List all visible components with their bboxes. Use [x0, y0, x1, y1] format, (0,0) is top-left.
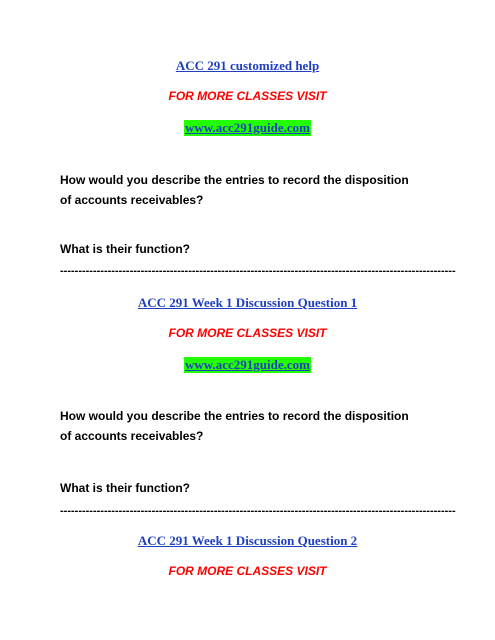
- website-link[interactable]: www.acc291guide.com: [185, 357, 310, 372]
- section-divider: ------------------------------------------------------------------------------------------------------------: [60, 505, 456, 517]
- question-text: How would you describe the entries to record the disposition of accounts receivables?: [60, 173, 409, 207]
- section-title-link[interactable]: ACC 291 Week 1 Discussion Question 2: [137, 533, 358, 548]
- more-classes-caption: FOR MORE CLASSES VISIT: [168, 564, 327, 578]
- url-row: [0, 120, 495, 136]
- section-title-link[interactable]: ACC 291 customized help: [175, 58, 320, 73]
- question-text: How would you describe the entries to record the disposition of accounts receivables?: [60, 409, 409, 443]
- function-question-text: What is their function?: [60, 242, 190, 256]
- section-divider: ------------------------------------------------------------------------------------------------------------: [60, 265, 456, 277]
- section-title-link[interactable]: ACC 291 Week 1 Discussion Question 1: [137, 295, 358, 310]
- more-classes-caption: FOR MORE CLASSES VISIT: [168, 326, 327, 340]
- url-row: [0, 357, 495, 373]
- website-link[interactable]: www.acc291guide.com: [185, 120, 310, 135]
- more-classes-caption: FOR MORE CLASSES VISIT: [168, 89, 327, 103]
- function-question-text: What is their function?: [60, 481, 190, 495]
